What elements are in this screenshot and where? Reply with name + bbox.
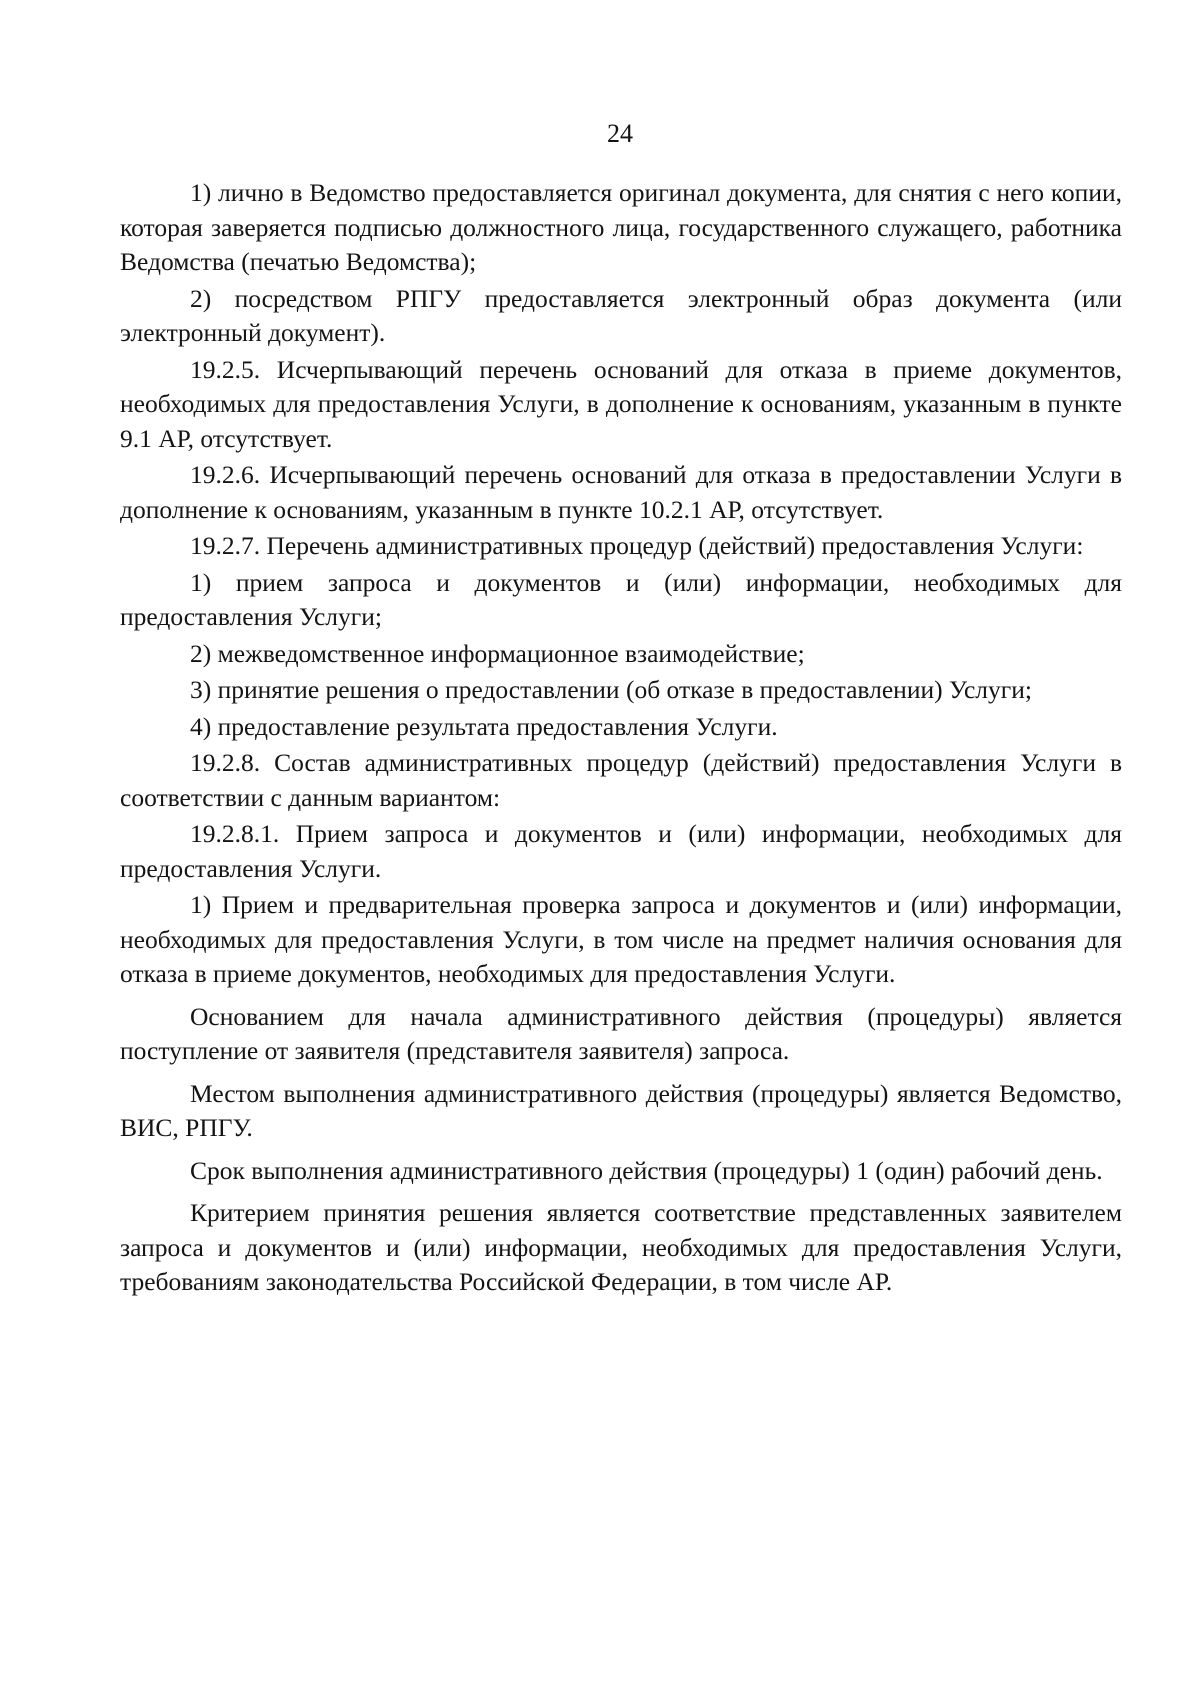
paragraph-term: Срок выполнения административного действия (процедуры) 1 (один) рабочий день. (190, 1155, 1103, 1185)
paragraph-basis: Основанием для начала административного действия (процедуры) является поступление от заявителя (представителя заявителя) запроса. (120, 1001, 1122, 1065)
list-item-procedure-3: 3) принятие решения о предоставлении (об отказе в предоставлении) Услуги; (190, 675, 1032, 704)
paragraph-item-1-in-person: 1) лично в Ведомство предоставляется оригинал документа, для снятия с него копии, которая заверяется подписью должностного лица, государственного служащего, работника Ведомства (печатью Ведомства); (120, 178, 1122, 276)
list-item-procedure-1: 1) прием запроса и документов и (или) информации, необходимых для предоставления Услуги; (120, 567, 1122, 631)
paragraph-19-2-5: 19.2.5. Исчерпывающий перечень оснований для отказа в приеме документов, необходимых для предоставления Услуги, в дополнение к основаниям, указанным в пункте 9.1 АР, отсутствует. (120, 354, 1122, 453)
document-body (120, 176, 1122, 1302)
list-item-procedure-4: 4) предоставление результата предоставления Услуги. (190, 711, 778, 741)
paragraph-preliminary-check: 1) Прием и предварительная проверка запроса и документов и (или) информации, необходимых для предоставления Услуги, в том числе на предмет наличия основания для отказа в приеме документов, необходимых для предоставления Услуги. (120, 890, 1122, 988)
paragraph-19-2-7: 19.2.7. Перечень административных процедур (действий) предоставления Услуги: (190, 531, 1084, 560)
paragraph-19-2-8: 19.2.8. Состав административных процедур (действий) предоставления Услуги в соответствии с данным вариантом: (120, 748, 1122, 812)
paragraph-criterion: Критерием принятия решения является соответствие представленных заявителем запроса и документов и (или) информации, необходимых для предоставления Услуги, требованиям законодательства Российской Федерации, в том числе АР. (120, 1198, 1122, 1296)
list-item-procedure-2: 2) межведомственное информационное взаимодействие; (190, 638, 805, 668)
paragraph-place: Местом выполнения административного действия (процедуры) является Ведомство, ВИС, РПГУ. (120, 1078, 1122, 1142)
page-number: 24 (607, 119, 633, 148)
paragraph-item-2-rpgu: 2) посредством РПГУ предоставляется электронный образ документа (или электронный документ). (120, 283, 1122, 347)
paragraph-19-2-6: 19.2.6. Исчерпывающий перечень оснований для отказа в предоставлении Услуги в дополнение к основаниям, указанным в пункте 10.2.1 АР, отсутствует. (120, 460, 1122, 524)
paragraph-19-2-8-1: 19.2.8.1. Прием запроса и документов и (или) информации, необходимых для предоставления Услуги. (120, 819, 1122, 883)
